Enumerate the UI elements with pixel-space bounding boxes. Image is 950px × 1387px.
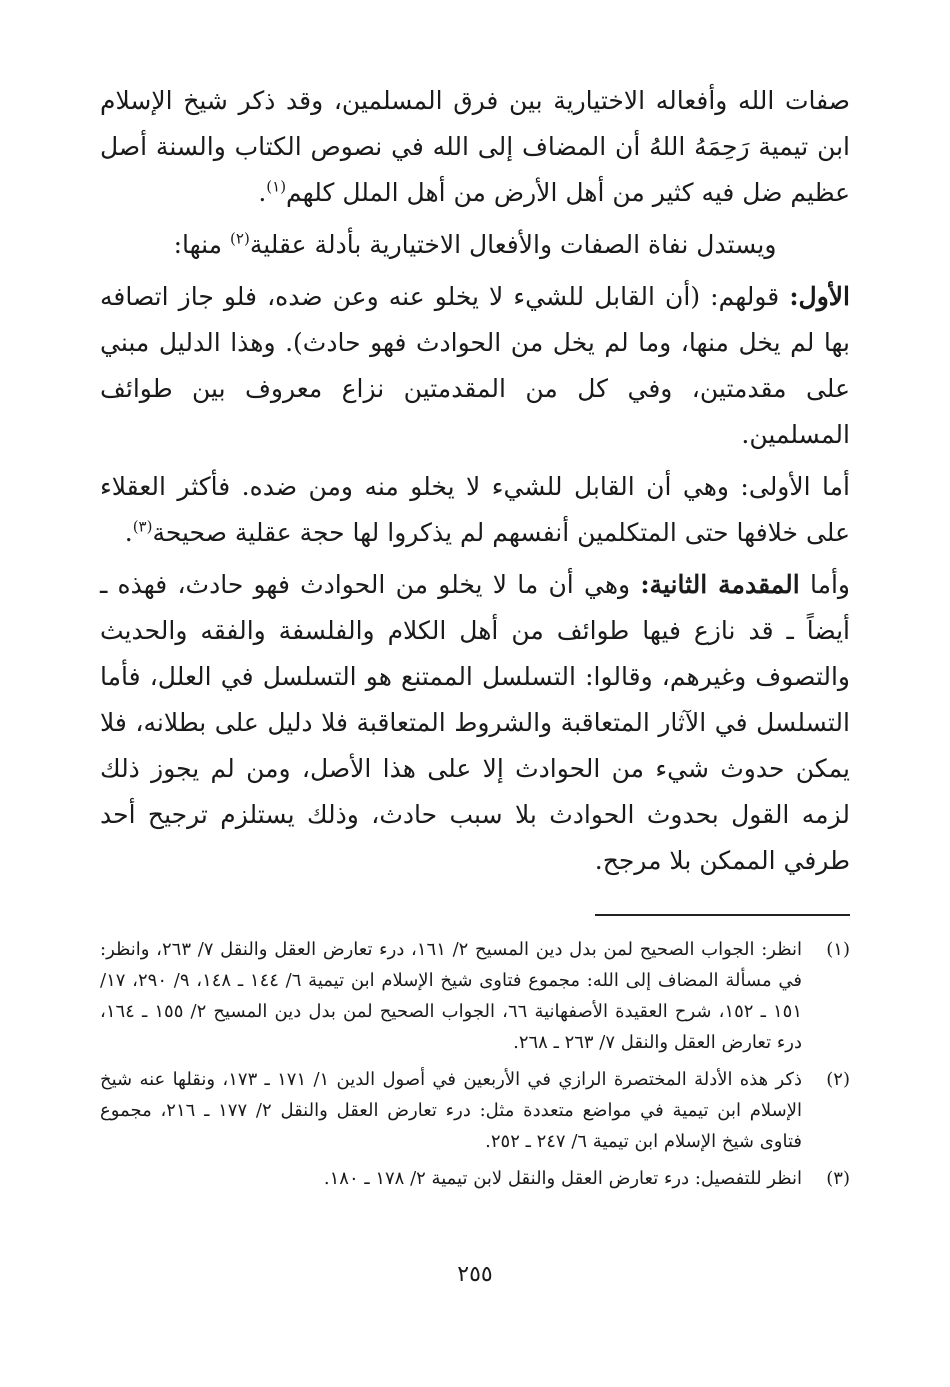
footnote-2 [100,1064,850,1157]
footnote-3-number: (٣) [826,1168,850,1189]
paragraph-2-text: ويستدل نفاة الصفات والأفعال الاختيارية بأدلة عقلية [249,230,777,259]
paragraph-4 [100,464,850,556]
footnote-3 [100,1163,850,1194]
paragraph-3-lead: الأول: [789,282,850,311]
paragraph-3 [100,274,850,458]
footnote-2-text: ذكر هذه الأدلة المختصرة الرازي في الأربعين في أصول الدين ١/ ١٧١ ـ ١٧٣، ونقلها عنه شيخ الإسلام ابن تيمية في مواضع متعددة مثل: درء تعارض العقل والنقل ٢/ ١٧٧ ـ ٢١٦، مجموع فتاوى شيخ الإسلام ابن تيمية ٦/ ٢٤٧ ـ ٢٥٢. [100,1069,802,1152]
paragraph-3-text: قولهم: (أن القابل للشيء لا يخلو عنه وعن ضده، فلو جاز اتصافه بها لم يخل منها، وما لم يخل من الحوادث فهو حادث). وهذا الدليل مبني على مقدمتين، وفي كل من المقدمتين نزاع معروف بين طوائف المسلمين. [100,282,850,449]
footnote-ref-1[interactable]: (١) [266,177,287,196]
footnote-1-number: (١) [826,939,850,960]
footnote-ref-2[interactable]: (٢) [230,229,250,248]
footnote-1 [100,934,850,1058]
paragraph-4-end: . [124,518,133,547]
paragraph-2-end: منها: [173,230,231,259]
footnote-1-text: انظر: الجواب الصحيح لمن بدل دين المسيح ٢/ ١٦١، درء تعارض العقل والنقل ٧/ ٢٦٣، وانظر: في مسألة المضاف إلى الله: مجموع فتاوى شيخ الإسلام ابن تيمية ٦/ ١٤٤ ـ ١٤٨، ٩/ ٢٩٠، ١٧/ ١٥١ ـ ١٥٢، شرح العقيدة الأصفهانية ٦٦، الجواب الصحيح لمن بدل دين المسيح ٢/ ١٥٥ ـ ١٦٤، درء تعارض العقل والنقل ٧/ ٢٦٣ ـ ٢٦٨. [100,939,803,1053]
paragraph-1-text: صفات الله وأفعاله الاختيارية بين فرق المسلمين، وقد ذكر شيخ الإسلام ابن تيمية رَحِمَهُ اللهُ أن المضاف إلى الله في نصوص الكتاب والسنة أصل عظيم ضل فيه كثير من أهل الأرض من أهل الملل كلهم [100,86,850,207]
paragraph-5-prefix: وأما [799,570,850,599]
paragraph-5-text: وهي أن ما لا يخلو من الحوادث فهو حادث، فهذه ـ أيضاً ـ قد نازع فيها طوائف من أهل الكلام والفلسفة والفقه والحديث والتصوف وغيرهم، وقالوا: التسلسل الممتنع هو التسلسل في العلل، فأما التسلسل في الآثار المتعاقبة والشروط المتعاقبة فلا دليل على بطلانه، فلا يمكن حدوث شيء من الحوادث إلا على هذا الأصل، ومن لم يجوز ذلك لزمه القول بحدوث الحوادث بلا سبب حادث، وذلك يستلزم ترجيح أحد طرفي الممكن بلا مرجح. [100,570,850,875]
footnote-divider [595,914,850,916]
paragraph-5 [100,562,850,884]
paragraph-2 [100,222,850,268]
paragraph-1-end: . [258,178,267,207]
page-number: ٢٥٥ [457,1262,493,1287]
footnote-3-text: انظر للتفصيل: درء تعارض العقل والنقل لابن تيمية ٢/ ١٧٨ ـ ١٨٠. [323,1168,802,1189]
page-body [100,78,850,1200]
paragraph-5-lead: المقدمة الثانية: [640,570,800,599]
paragraph-1 [100,78,850,216]
paragraph-4-text: أما الأولى: وهي أن القابل للشيء لا يخلو منه ومن ضده. فأكثر العقلاء على خلافها حتى المتكلمين أنفسهم لم يذكروا لها حجة عقلية صحيحة [100,472,850,547]
footnote-ref-3[interactable]: (٣) [132,517,153,536]
footnote-2-number: (٢) [826,1069,850,1090]
